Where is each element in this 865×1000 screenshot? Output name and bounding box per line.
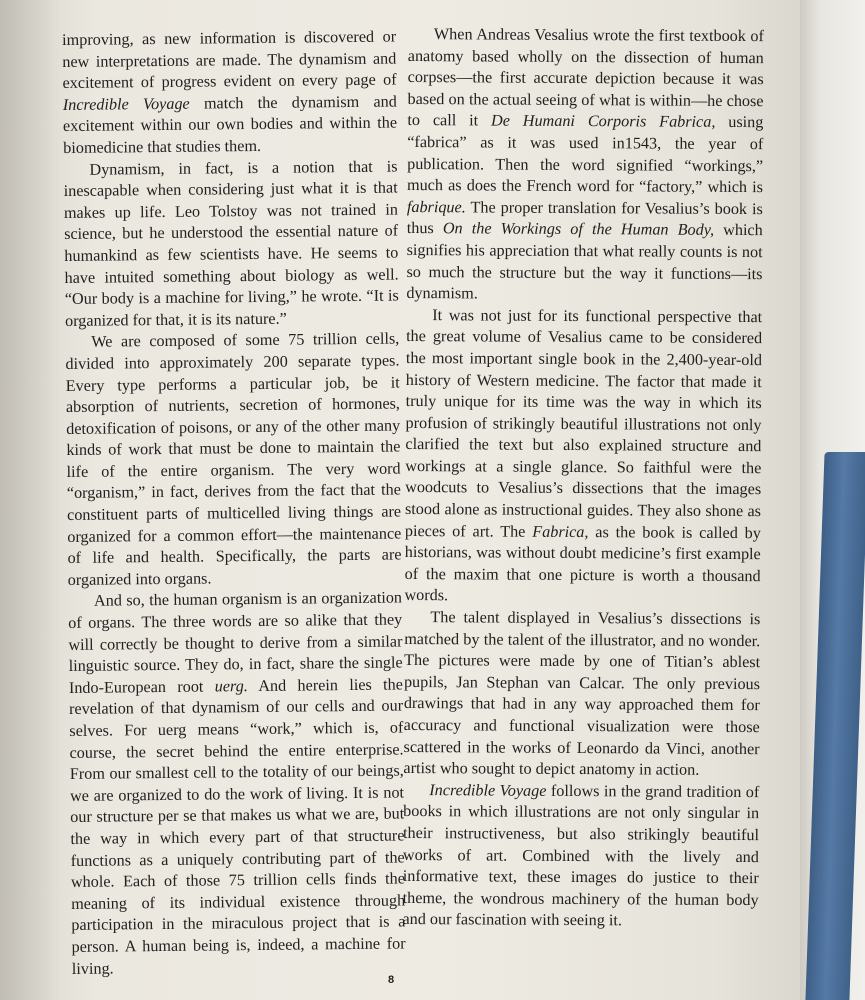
- left-paragraph-2: Dynamism, in fact, is a notion that is inescapable when considering just what it is that makes up life. Leo Tolstoy was not trained in science, but he understood the essential nature of humankind as few scientists have. He seems to have intuited something about biology as well. “Our body is a machine for living,” he wrote. “It is organized for that, it is its nature.”: [63, 157, 399, 330]
- binding-shadow: [0, 0, 60, 1000]
- left-paragraph-3: We are composed of some 75 trillion cells, divided into approximately 200 separate types. Every type performs a particular job, be it absorption of nutrients, secretion of hormones, detoxification of poisons, or any of the other many kinds of work that must be done to maintain the life of the entire organism. The very word “organism,” in fact, derives from the fact that the constituent parts of multicelled living things are organized for a common effort—the maintenance of life and health. Specifically, the parts are organized into organs.: [65, 329, 402, 589]
- right-text-column: [402, 24, 764, 933]
- left-paragraph-1: improving, as new information is discovered or new interpretations are made. The dynamism and excitement of progress evident on every page of Incredible Voyage match the dynamism and excitement within our own bodies and within the biomedicine that studies them.: [62, 27, 398, 157]
- right-paragraph-1: When Andreas Vesalius wrote the first textbook of anatomy based wholly on the dissection of human corpses—the first accurate depiction because it was based on the actual seeing of what is within—he chose to call it De Humani Corporis Fabrica, using “fabrica” as it was used in1543, the year of publication. Then the word signified “workings,” much as does the French word for “factory,” which is fabrique. The proper translation for Vesalius’s book is thus On the Workings of the Human Body, which signifies his appreciation that what really counts is not so much the structure but the way it functions—its dynamism.: [406, 25, 764, 303]
- right-paragraph-2: It was not just for its functional perspective that the great volume of Vesalius came to be considered the most important single book in the 2,400-year-old history of Western medicine. The factor that made it truly unique for its time was the way in which its profusion of strikingly beautiful illustrations not only clarified the text but also explained structure and workings at a single glance. So faithful were the woodcuts to Vesalius’s dissections that the images stood alone as instructional guides. They also shone as pieces of art. The Fabrica, as the book is called by historians, was without doubt medicine’s first example of the maxim that one picture is worth a thousand words.: [404, 305, 763, 605]
- right-paragraph-4: Incredible Voyage follows in the grand tradition of books in which illustrations are not only singular in their instructiveness, but also strikingly beautiful works of art. Combined with the lively and informative text, these images do justice to their theme, the wondrous machinery of the human body and our fascination with seeing it.: [402, 780, 760, 930]
- left-paragraph-4: And so, the human organism is an organization of organs. The three words are so alike that they will correctly be thought to derive from a similar linguistic source. They do, in fact, share the single Indo-European root uerg. And herein lies the revelation of that dynamism of our cells and our selves. For uerg means “work,” which is, of course, the secret behind the entire enterprise. From our smallest cell to the totality of our beings, we are organized to do the work of living. It is not our structure per se that makes us what we are, but the way in which every part of that structure functions as a uniquely contributing part of the whole. Each of those 75 trillion cells finds the meaning of its individual existence through participation in the miraculous project that is a person. A human being is, indeed, a machine for living.: [68, 588, 406, 978]
- left-text-column: [62, 27, 406, 981]
- right-paragraph-3: The talent displayed in Vesalius’s dissections is matched by the talent of the illustrator, and no wonder. The pictures were made by one of Titian’s ablest pupils, Jan Stephan van Calcar. The only previous drawings that had in any way approached them for accuracy and functional visualization were those scattered in the works of Leonardo da Vinci, another artist who sought to depict anatomy in action.: [403, 608, 761, 779]
- page-number: 8: [388, 974, 395, 986]
